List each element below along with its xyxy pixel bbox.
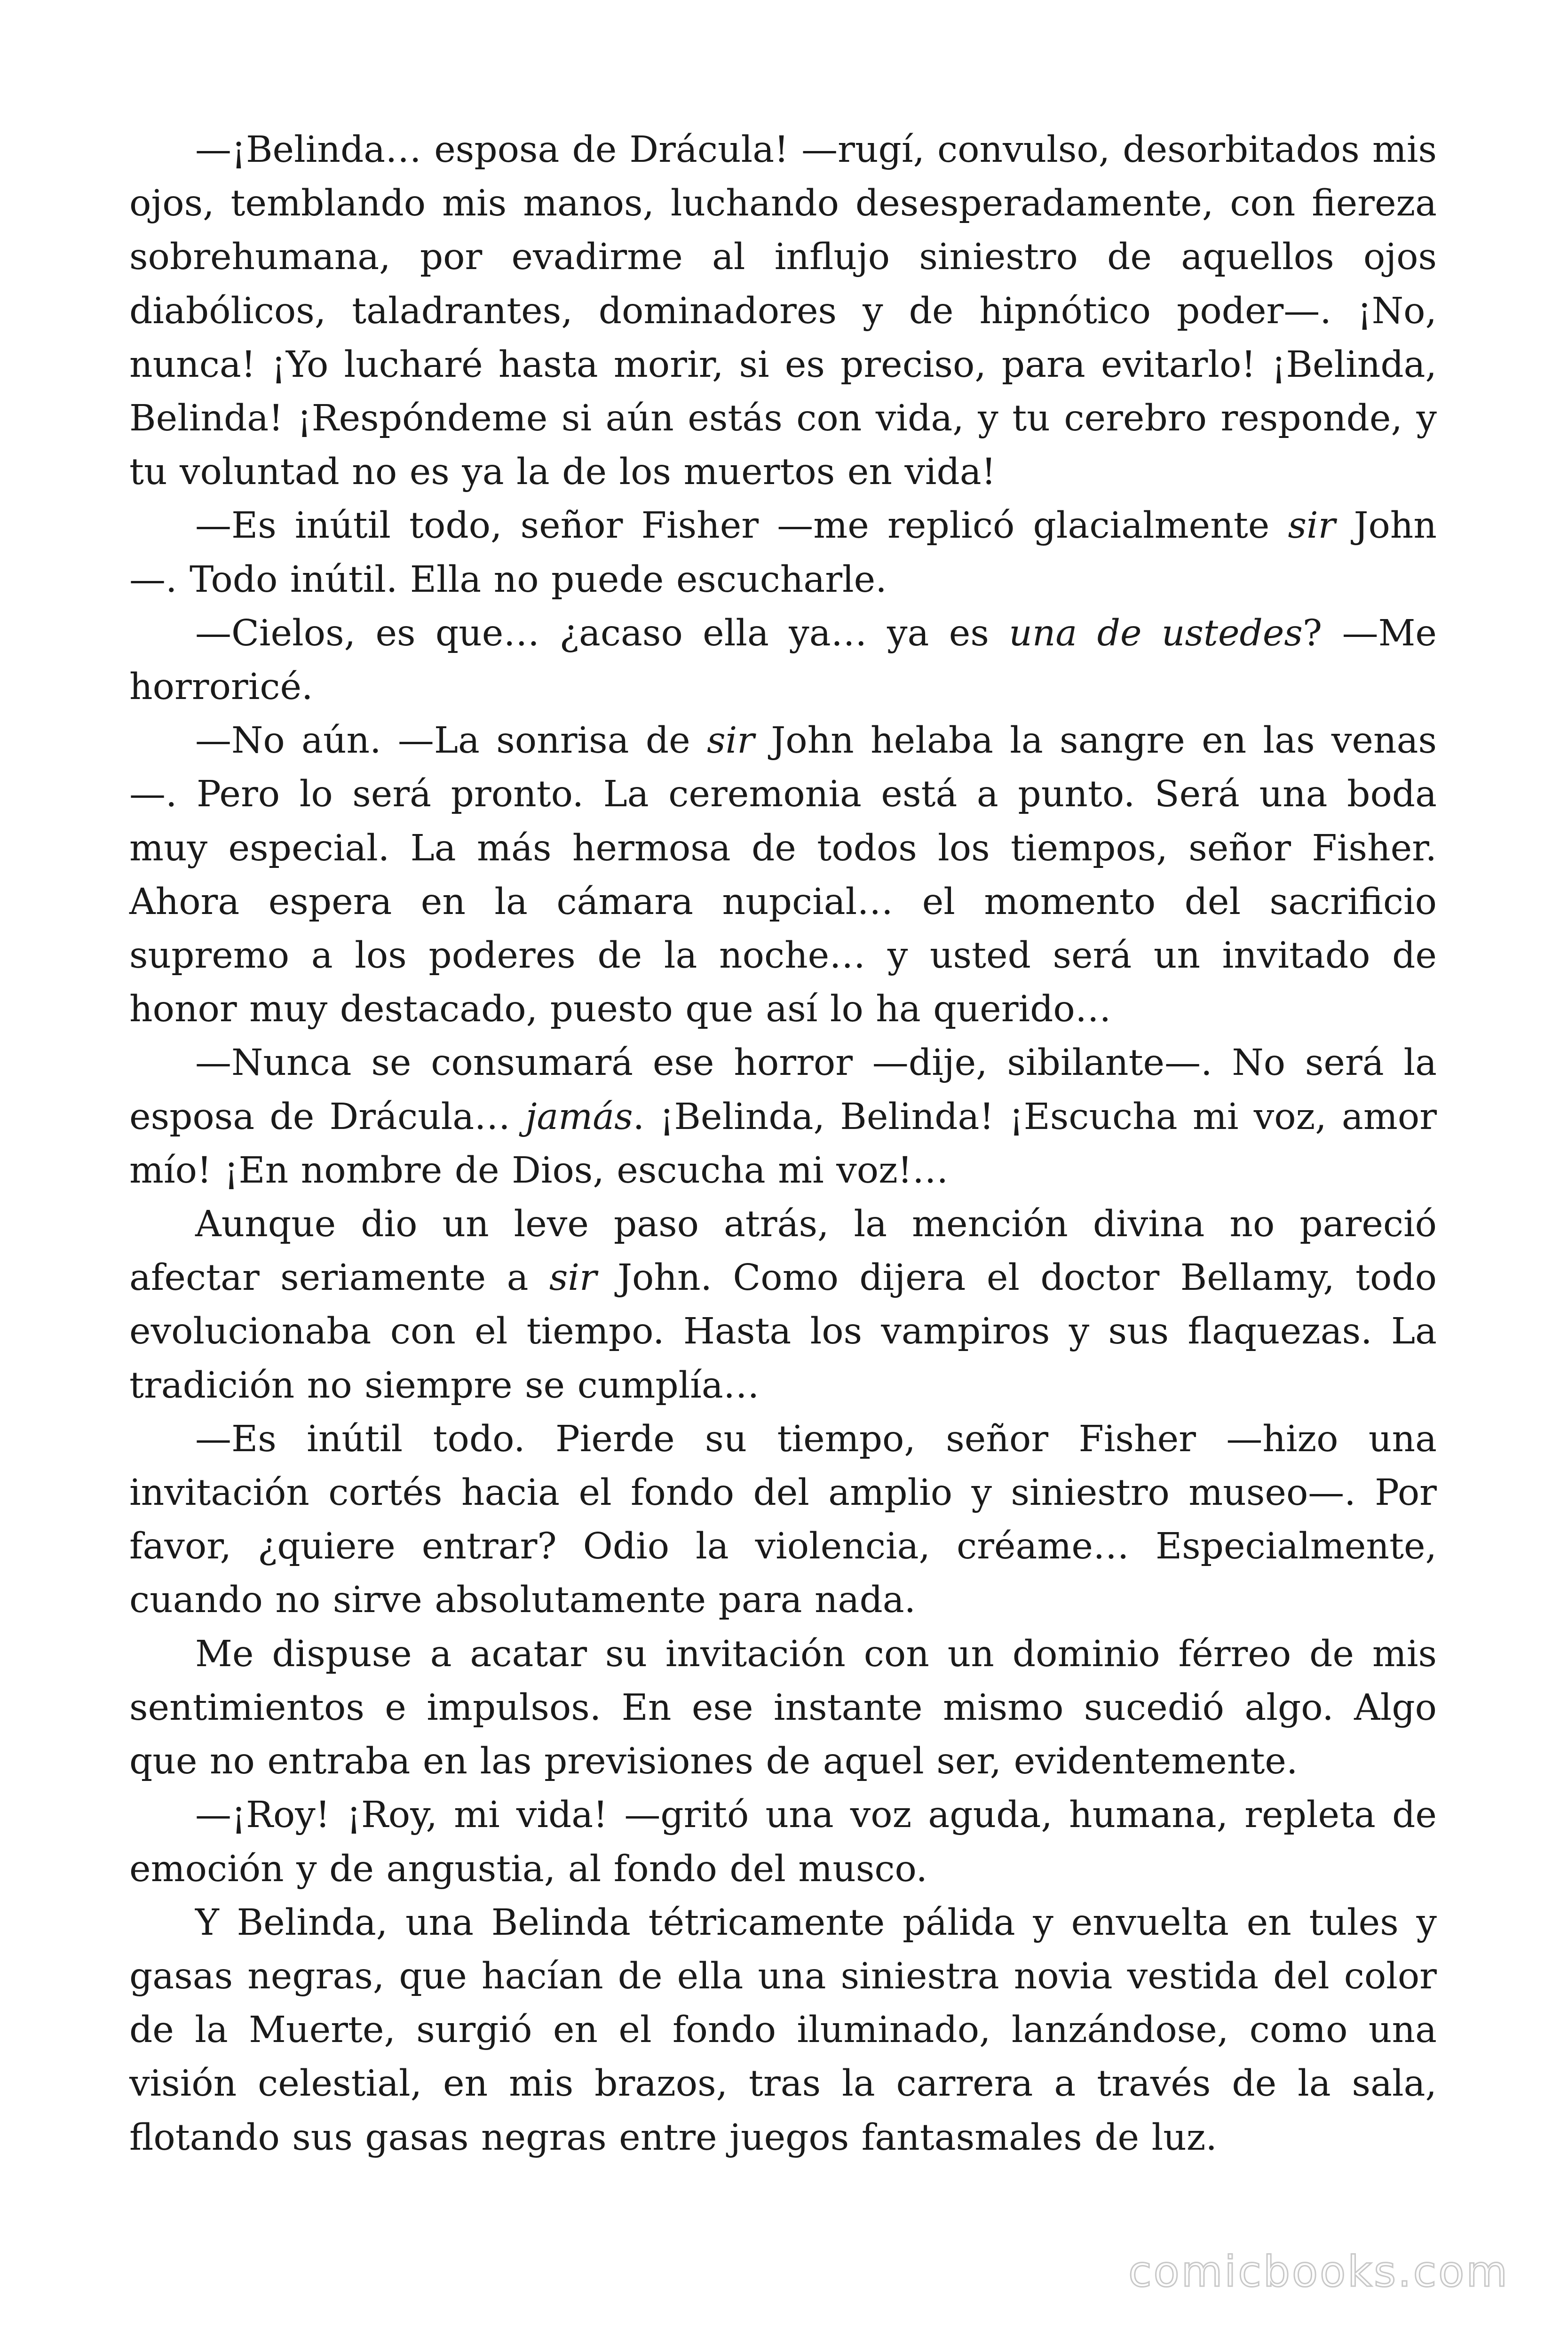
text-run: —No aún. —La sonrisa de — [195, 720, 707, 762]
paragraph — [129, 499, 1437, 606]
paragraph — [129, 1198, 1437, 1413]
text-run: ? —Me horroricé. — [129, 612, 1437, 708]
text-run: —Nunca se consumará ese horror —dije, sibilante—. No será la esposa de Drácula… — [129, 1042, 1437, 1138]
text-run: —Es inútil todo. Pierde su tiempo, señor Fisher —hizo una invitación cortés hacia el fondo del amplio y siniestro museo—. Por favor, ¿quiere entrar? Odio la violencia, créame… Especialmente, cuando no sirve absolutamente para nada. — [129, 1418, 1437, 1621]
text-run: John —. Todo inútil. Ella no puede escucharle. — [129, 505, 1437, 601]
text-run: —Es inútil todo, señor Fisher —me replicó glacialmente — [195, 505, 1288, 547]
text-run: . ¡Belinda, Belinda! ¡Escucha mi voz, amor mío! ¡En nombre de Dios, escucha mi voz!… — [129, 1096, 1437, 1192]
italic-text-run: sir — [549, 1257, 597, 1299]
italic-text-run: sir — [707, 720, 755, 762]
paragraph — [129, 607, 1437, 714]
italic-text-run: sir — [1288, 505, 1336, 547]
italic-text-run: jamás — [525, 1096, 633, 1138]
text-run: —¡Belinda… esposa de Drácula! —rugí, convulso, desorbitados mis ojos, temblando mis manos, luchando desesperadamente, con fiereza sobrehumana, por evadirme al influjo siniestro de aquellos ojos diabólicos, taladrantes, dominadores y de hipnótico poder—. ¡No, nunca! ¡Yo lucharé hasta morir, si es preciso, para evitarlo! ¡Belinda, Belinda! ¡Respóndeme si aún estás con vida, y tu cerebro responde, y tu voluntad no es ya la de los muertos en vida! — [129, 129, 1437, 493]
text-run: John. Como dijera el doctor Bellamy, todo evolucionaba con el tiempo. Hasta los vampiros y sus flaquezas. La tradición no siempre se cumplía… — [129, 1257, 1437, 1406]
text-run: —¡Roy! ¡Roy, mi vida! —gritó una voz aguda, humana, repleta de emoción y de angustia, al fondo del musco. — [129, 1794, 1437, 1890]
text-run: John helaba la sangre en las venas —. Pero lo será pronto. La ceremonia está a punto. Será una boda muy especial. La más hermosa de todos los tiempos, señor Fisher. Ahora espera en la cámara nupcial… el momento del sacrificio supremo a los poderes de la noche… y usted será un invitado de honor muy destacado, puesto que así lo ha querido… — [129, 720, 1437, 1031]
paragraph — [129, 1036, 1437, 1198]
paragraph — [129, 714, 1437, 1036]
paragraph — [129, 1413, 1437, 1628]
italic-text-run: una de ustedes — [1009, 612, 1303, 654]
text-run: Aunque dio un leve paso atrás, la mención divina no pareció afectar seriamente a — [129, 1203, 1437, 1299]
page-body — [129, 123, 1437, 2165]
watermark: comicbooks.com — [1128, 2247, 1509, 2296]
text-run: Y Belinda, una Belinda tétricamente pálida y envuelta en tules y gasas negras, que hacían de ella una siniestra novia vestida del color de la Muerte, surgió en el fondo iluminado, lanzándose, como una visión celestial, en mis brazos, tras la carrera a través de la sala, flotando sus gasas negras entre juegos fantasmales de luz. — [129, 1901, 1437, 2159]
paragraph — [129, 1788, 1437, 1896]
text-run: Me dispuse a acatar su invitación con un dominio férreo de mis sentimientos e impulsos. En ese instante mismo sucedió algo. Algo que no entraba en las previsiones de aquel ser, evidentemente. — [129, 1633, 1437, 1783]
text-run: —Cielos, es que… ¿acaso ella ya… ya es — [195, 612, 1009, 654]
paragraph — [129, 123, 1437, 499]
paragraph — [129, 1628, 1437, 1789]
paragraph — [129, 1896, 1437, 2165]
